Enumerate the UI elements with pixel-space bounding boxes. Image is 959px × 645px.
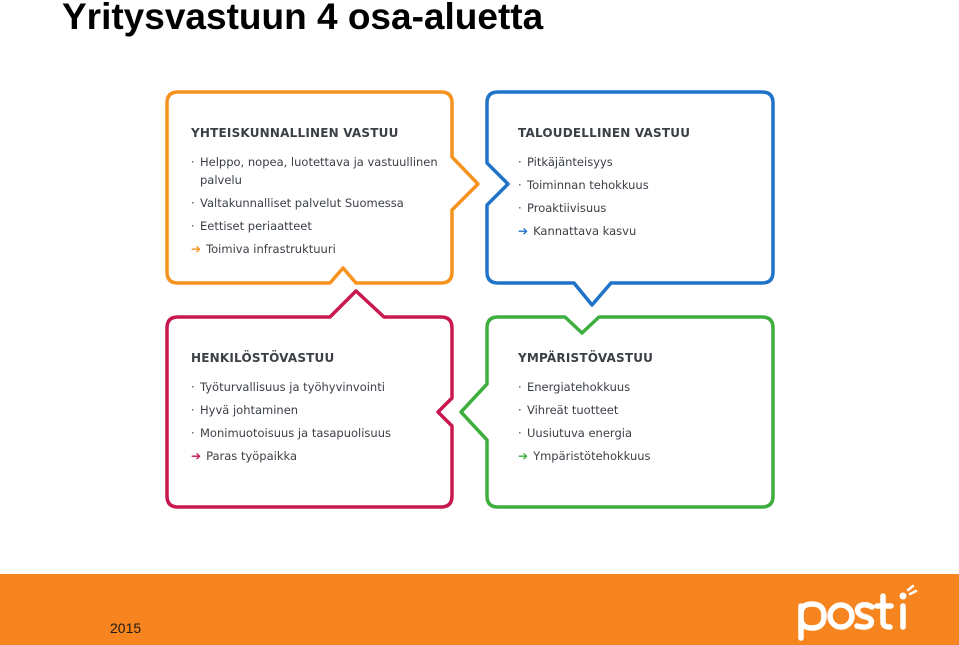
arrow-right-icon: ➔ [518,449,529,463]
environment-heading: YMPÄRISTÖVASTUU [518,351,654,365]
list-item: · Hyvä johtaminen [191,403,299,417]
list-item: · Monimuotoisuus ja tasapuolisuus [191,426,391,440]
list-item: · Työturvallisuus ja työhyvinvointi [191,380,385,394]
personnel-list [191,378,440,442]
environment-list [518,378,767,442]
list-item: · Toiminnan tehokkuus [518,178,649,192]
list-item: · Helppo, nopea, luotettava ja vastuullinen palvelu [191,155,438,187]
footer-year: 2015 [110,620,142,636]
economic-goal: ➔ Kannattava kasvu [518,224,637,238]
environment-responsibility-box [518,351,767,465]
list-item: · Uusiutuva energia [518,426,632,440]
personnel-responsibility-box [191,351,440,465]
arrow-right-icon: ➔ [518,224,529,238]
social-list [191,153,440,235]
economic-heading: TALOUDELLINEN VASTUU [518,126,691,140]
list-item: · Valtakunnalliset palvelut Suomessa [191,196,404,210]
arrow-right-icon: ➔ [191,242,202,256]
footer-bar [0,574,959,645]
economic-responsibility-box [518,126,767,240]
list-item: · Vihreät tuotteet [518,403,619,417]
economic-list [518,153,767,217]
list-item: · Eettiset periaatteet [191,219,312,233]
social-heading: YHTEISKUNNALLINEN VASTUU [191,126,399,140]
list-item: · Pitkäjänteisyys [518,155,613,169]
posti-logo [795,584,925,642]
personnel-heading: HENKILÖSTÖVASTUU [191,351,335,365]
social-responsibility-box [191,126,440,258]
environment-goal: ➔ Ympäristötehokkuus [518,449,651,463]
social-goal: ➔ Toimiva infrastruktuuri [191,242,336,256]
list-item: · Energiatehokkuus [518,380,631,394]
page-title: Yritysvastuun 4 osa-aluetta [62,0,544,37]
personnel-goal: ➔ Paras työpaikka [191,449,298,463]
arrow-right-icon: ➔ [191,449,202,463]
list-item: · Proaktiivisuus [518,201,607,215]
